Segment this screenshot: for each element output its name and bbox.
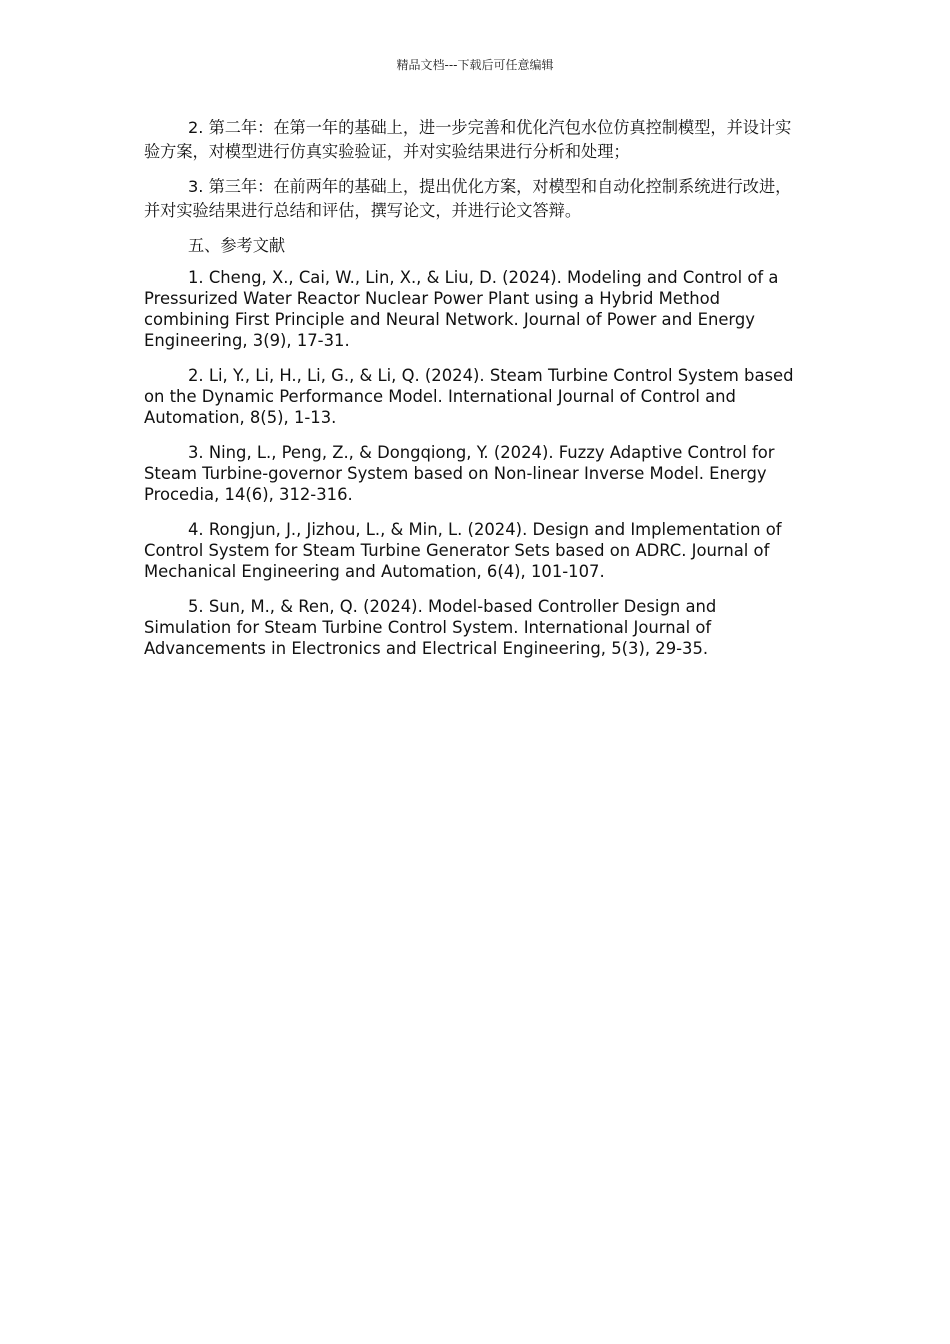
references-heading: 五、参考文献 [188, 236, 286, 255]
reference-item: 4. Rongjun, J., Jizhou, L., & Min, L. (2024). Design and Implementation of Control System for Steam Turbine Generator Sets based on ADRC. Journal of Mechanical Engineering and Automation, 6(4), 101-107. [144, 520, 782, 581]
plan-item-year-3: 3. 第三年：在前两年的基础上，提出优化方案，对模型和自动化控制系统进行改进，并对实验结果进行总结和评估，撰写论文，并进行论文答辩。 [144, 177, 792, 220]
document-body [144, 116, 806, 673]
plan-item-year-2: 2. 第二年：在第一年的基础上，进一步完善和优化汽包水位仿真控制模型，并设计实验方案，对模型进行仿真实验验证，并对实验结果进行分析和处理； [144, 118, 792, 161]
reference-item: 2. Li, Y., Li, H., Li, G., & Li, Q. (2024). Steam Turbine Control System based on the Dynamic Performance Model. International Journal of Control and Automation, 8(5), 1-13. [144, 366, 794, 427]
page-header: 精品文档---下载后可任意编辑 [396, 58, 554, 72]
reference-item: 1. Cheng, X., Cai, W., Lin, X., & Liu, D. (2024). Modeling and Control of a Pressurized Water Reactor Nuclear Power Plant using a Hybrid Method combining First Principle and Neural Network. Journal of Power and Energy Engineering, 3(9), 17-31. [144, 268, 779, 350]
reference-item: 3. Ning, L., Peng, Z., & Dongqiong, Y. (2024). Fuzzy Adaptive Control for Steam Turbine-governor System based on Non-linear Inverse Model. Energy Procedia, 14(6), 312-316. [144, 443, 775, 504]
reference-item: 5. Sun, M., & Ren, Q. (2024). Model-based Controller Design and Simulation for Steam Turbine Control System. International Journal of Advancements in Electronics and Electrical Engineering, 5(3), 29-35. [144, 597, 717, 658]
